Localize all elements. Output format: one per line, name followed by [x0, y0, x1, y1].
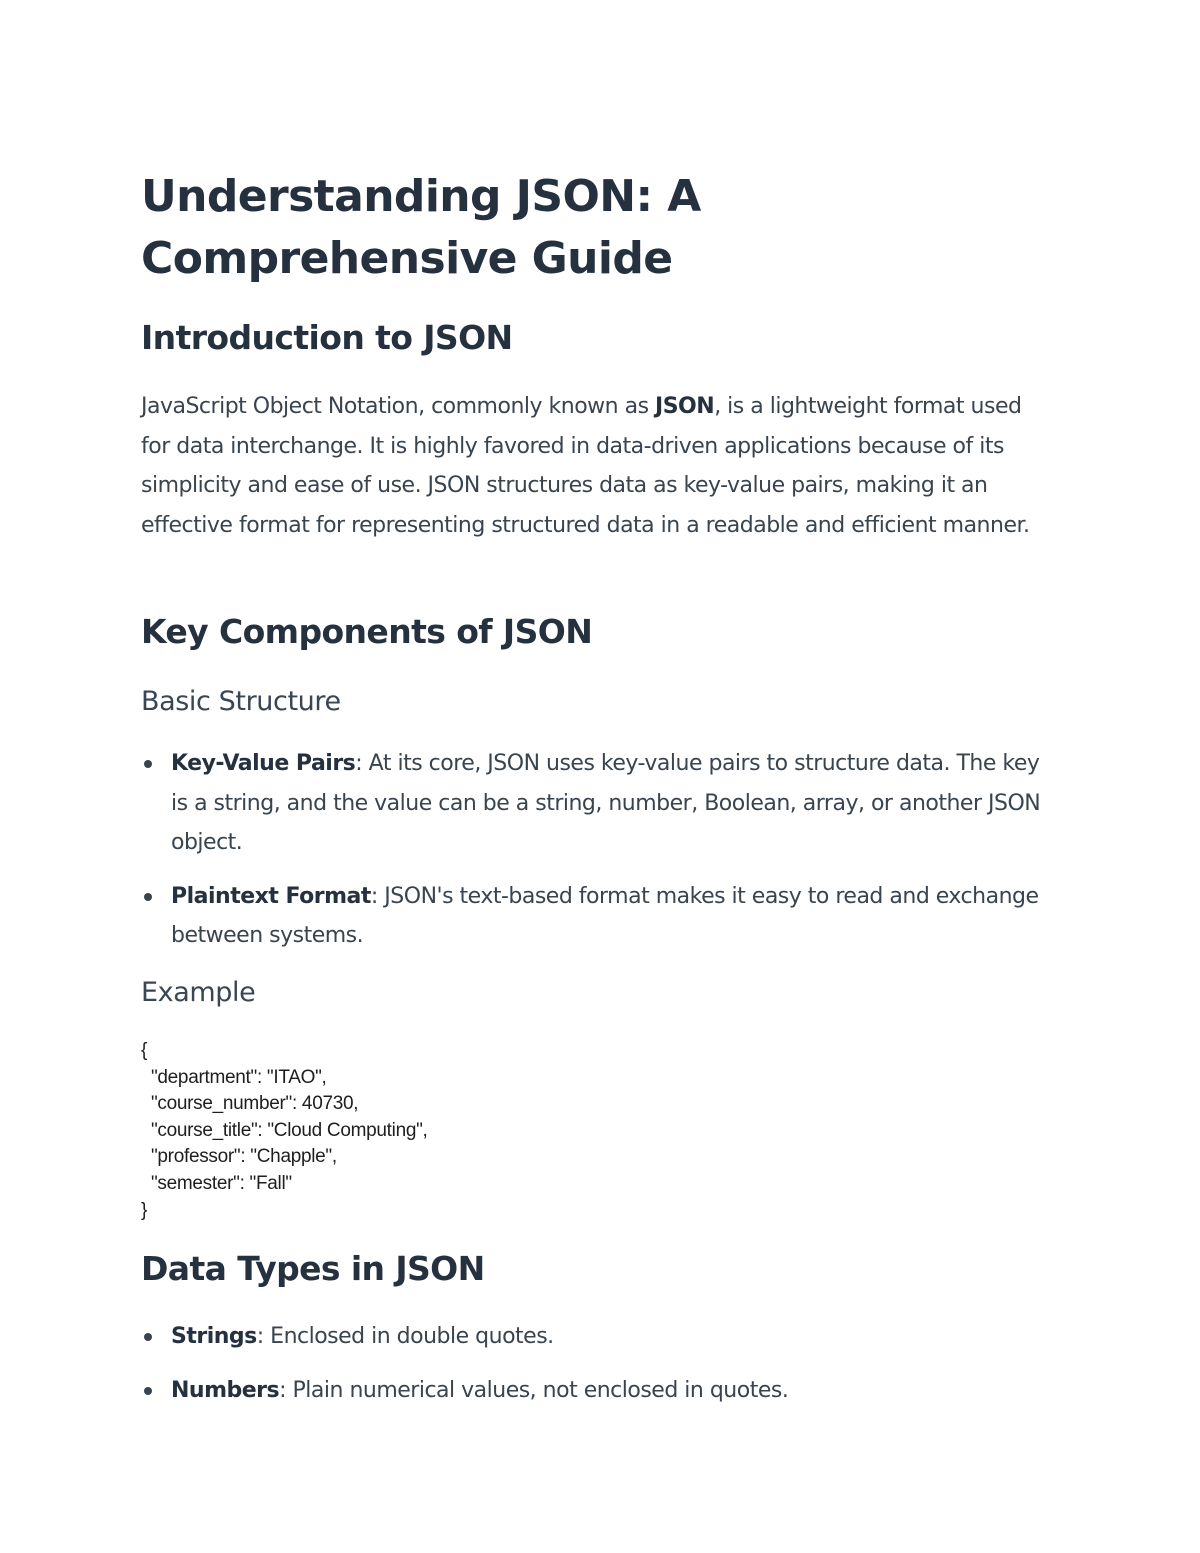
bullet-icon — [144, 1333, 152, 1341]
data-types-list — [141, 1317, 1061, 1410]
list-item-term: Plaintext Format — [171, 883, 371, 909]
list-item — [141, 1317, 1061, 1357]
bullet-icon — [144, 760, 152, 768]
intro-paragraph — [141, 387, 1051, 545]
heading-example: Example — [141, 977, 256, 1008]
list-item-term: Numbers — [171, 1377, 280, 1403]
basic-structure-list — [141, 744, 1061, 956]
list-item-text: : At its core, JSON uses key-value pairs to structure data. The key is a string, and the value can be a string, number, Boolean, array, or another JSON object. — [171, 751, 1041, 855]
list-item-term: Key-Value Pairs — [171, 751, 356, 776]
list-item — [141, 877, 1061, 956]
heading-basic-structure: Basic Structure — [141, 686, 341, 717]
document-title: Understanding JSON: A Comprehensive Guide — [141, 171, 701, 284]
heading-data-types: Data Types in JSON — [141, 1249, 485, 1288]
json-code-example: { "department": "ITAO", "course_number": 40730, "course_title": "Cloud Computing", "professor": "Chapple", "semester": "Fall" } — [141, 1040, 428, 1221]
list-item — [141, 744, 1061, 863]
intro-bold-json: JSON — [655, 394, 715, 419]
heading-key-components: Key Components of JSON — [141, 612, 593, 651]
list-item-text: : Plain numerical values, not enclosed in quotes. — [279, 1377, 789, 1403]
list-item-text: : JSON's text-based format makes it easy to read and exchange between systems. — [171, 883, 1039, 948]
intro-text-start: JavaScript Object Notation, commonly known as — [141, 394, 656, 419]
list-item-text: : Enclosed in double quotes. — [256, 1324, 554, 1349]
list-item — [141, 1371, 1061, 1411]
heading-introduction: Introduction to JSON — [141, 318, 513, 357]
intro-text-end: , is a lightweight format used for data interchange. It is highly favored in data-driven applications because of its simplicity and ease of use. JSON structures data as key-value pairs, making it an effective format for representing structured data in a readable and efficient manner. — [141, 394, 1030, 538]
bullet-icon — [144, 1387, 152, 1395]
list-item-term: Strings — [171, 1324, 257, 1349]
bullet-icon — [144, 893, 152, 901]
